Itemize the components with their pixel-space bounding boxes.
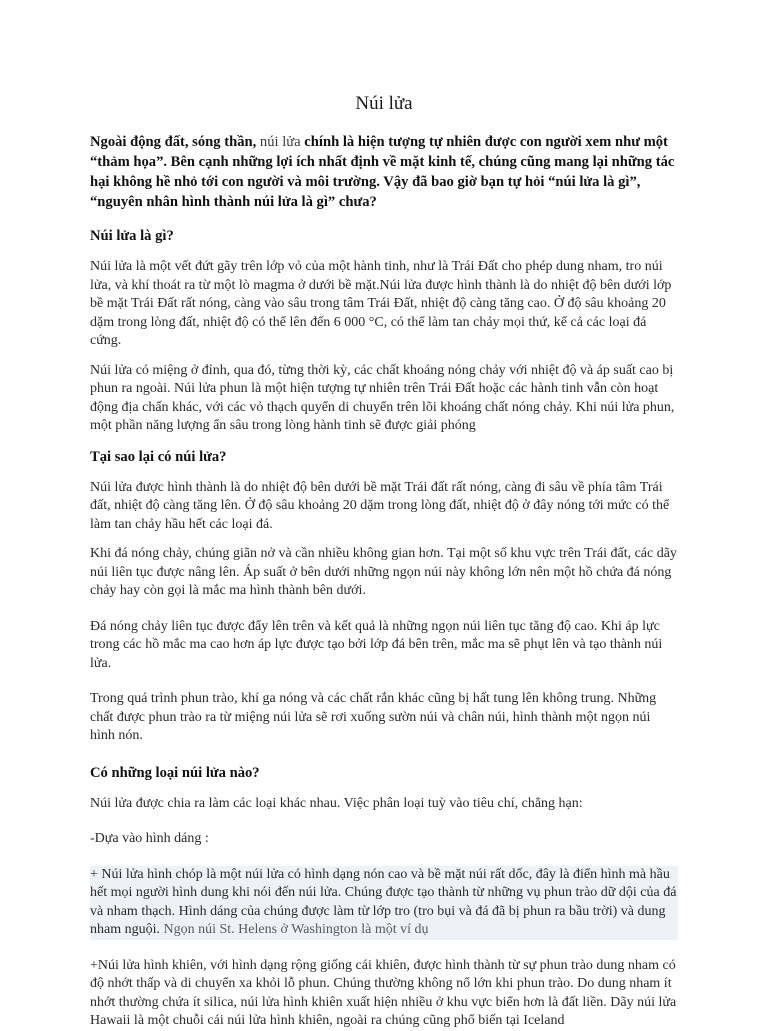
heading-volcano-types: Có những loại núi lửa nào? [90, 764, 260, 781]
paragraph-magma-chamber: Khi đá nóng chảy, chúng giãn nở và cần nhiều không gian hơn. Tại một số khu vực trên Trái đất, các dãy núi liên tục được nâng lên. Áp suất ở bên dưới những ngọn núi này không lớn nên một hồ chứa đá nóng chảy hay còn gọi là mắc ma hình thành bên dưới. [90, 546, 677, 598]
paragraph-stratovolcano [90, 866, 678, 940]
heading-what-is-volcano: Núi lửa là gì? [90, 228, 174, 244]
paragraph-classification: Núi lửa được chia ra làm các loại khác nhau. Việc phân loại tuỳ vào tiêu chí, chẳng hạn: [90, 795, 583, 811]
intro-link-volcano[interactable]: núi lửa [259, 134, 301, 150]
intro-paragraph [90, 132, 678, 212]
paragraph-definition: Núi lửa là một vết đứt gãy trên lớp vỏ của một hành tinh, như là Trái Đất cho phép dung nham, tro núi lửa, và khí thoát ra từ một lò magma ở dưới bề mặt.Núi lửa được hình thành là do nhiệt độ bên dưới lớp bề mặt Trái Đất rất nóng, càng vào sâu trong tâm Trái Đất, nhiệt độ càng tăng cao. Ở độ sâu khoảng 20 dặm trong lòng đất, nhiệt độ có thể lên đến 6 000 °C, có thể làm tan chảy mọi thứ, kể cả các loại đá cứng. [90, 259, 672, 348]
paragraph-formation: Núi lửa được hình thành là do nhiệt độ bên dưới bề mặt Trái đất rất nóng, càng đi sâu về phía tâm Trái đất, nhiệt độ càng tăng lên. Ở độ sâu khoảng 20 dặm trong lòng đất, nhiệt độ ở đây nóng tới mức có thể làm tan chảy hầu hết các loại đá. [90, 479, 670, 532]
paragraph-shield-volcano: +Núi lửa hình khiên, với hình dạng rộng giống cái khiên, được hình thành từ sự phun trào dung nham có độ nhớt thấp và di chuyển xa khỏi lỗ phun. Chúng thường không nổ lớn khi phun trào. Do dung nham ít nhớt thường chứa ít silica, núi lửa hình khiên xuất hiện nhiều ở khu vực biển hơn là đất liền. Dãy núi lửa Hawaii là một chuỗi cái núi lửa hình khiên, ngoài ra chúng cũng phổ biến tại Iceland [90, 957, 677, 1028]
stratovolcano-example: Ngọn núi St. Helens ở Washington là một ví dụ [160, 922, 429, 937]
intro-text-end: chính là hiện tượng tự nhiên được con người xem như một “thảm họa”. Bên cạnh những lợi ích nhất định về mặt kinh tế, chúng cũng mang lại những tác hại không hề nhỏ tới con người và môi trường. Vậy đã bao giờ bạn tự hỏi “núi lửa là gì”, “nguyên nhân hình thành núi lửa là gì” chưa? [90, 134, 675, 210]
intro-text-start: Ngoài động đất, sóng thần, [90, 134, 260, 150]
paragraph-by-shape: -Dựa vào hình dáng : [90, 831, 209, 846]
stratovolcano-text: + Núi lửa hình chóp là một núi lửa có hình dạng nón cao và bề mặt núi rất dốc, đây là điển hình mà hầu hết mọi người hình dung khi nói đến núi lửa. Chúng được tạo thành từ những vụ phun trào dữ dội của đá và nham thạch. Hình dáng của chúng được làm từ lớp tro (tro bụi và đá đã bị phun ra bầu trời) và dung nham nguội. [90, 866, 677, 937]
page-title: Núi lửa [355, 93, 413, 114]
heading-why-volcano: Tại sao lại có núi lửa? [90, 448, 227, 465]
paragraph-pressure: Đá nóng chảy liên tục được đẩy lên trên và kết quả là những ngọn núi liên tục tăng độ cao. Khi áp lực trong các hồ mắc ma cao hơn áp lực được tạo bởi lớp đá bên trên, mắc ma sẽ phụt lên và tạo thành núi lửa. [90, 618, 663, 671]
paragraph-crater: Núi lửa có miệng ở đỉnh, qua đó, từng thời kỳ, các chất khoáng nóng chảy với nhiệt độ và áp suất cao bị phun ra ngoài. Núi lửa phun là một hiện tượng tự nhiên trên Trái Đất hoặc các hành tinh vẫn còn hoạt động địa chấn khác, với các vỏ thạch quyển di chuyển trên lõi khoáng chất nóng chảy. Khi núi lửa phun, một phần năng lượng ẩn sâu trong lòng hành tinh sẽ được giải phóng [90, 362, 675, 433]
paragraph-eruption: Trong quá trình phun trào, khí ga nóng và các chất rắn khác cũng bị hất tung lên không trung. Những chất được phun trào ra từ miệng núi lửa sẽ rơi xuống sườn núi và chân núi, hình thành một ngọn núi hình nón. [90, 691, 657, 743]
